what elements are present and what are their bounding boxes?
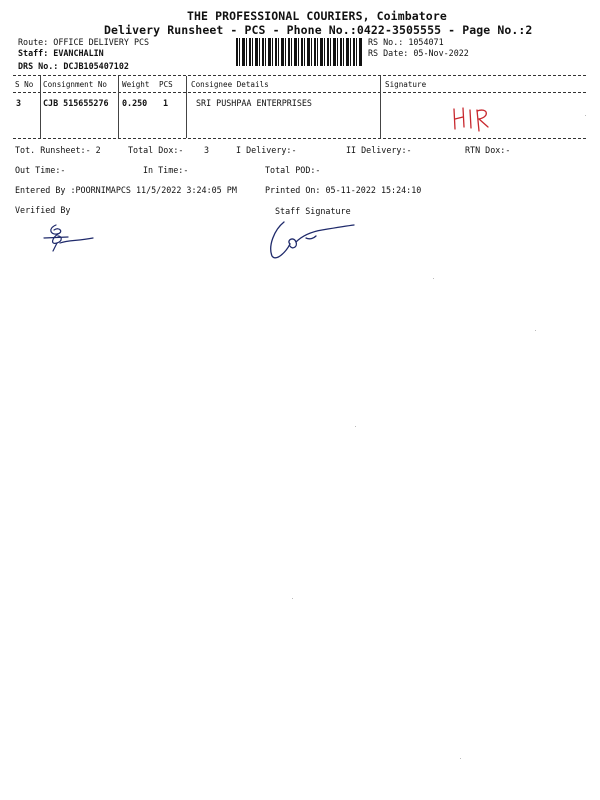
total-dox-label: Total Dox:- (128, 145, 184, 155)
row-sno: 3 (16, 98, 22, 108)
scan-speck (535, 330, 536, 331)
i-delivery: I Delivery:- (236, 145, 297, 155)
verifier-signature (38, 222, 98, 254)
company-title: THE PROFESSIONAL COURIERS, Coimbatore (187, 9, 447, 23)
rtn-dox: RTN Dox:- (465, 145, 511, 155)
table-bottom-rule (13, 138, 586, 139)
table-top-rule (13, 75, 586, 76)
scan-speck (585, 115, 586, 116)
handwritten-signature-hip (448, 104, 498, 134)
route-label: Route: OFFICE DELIVERY PCS (18, 37, 150, 47)
rs-date: RS Date: 05-Nov-2022 (368, 48, 469, 58)
col-divider (118, 76, 119, 138)
col-header-consignee: Consignee Details (191, 80, 269, 89)
row-consignee: SRI PUSHPAA ENTERPRISES (196, 98, 312, 108)
out-time: Out Time:- (15, 165, 66, 175)
scan-speck (355, 426, 356, 427)
col-divider (186, 76, 187, 138)
total-pod: Total POD:- (265, 165, 321, 175)
rs-number: RS No.: 1054071 (368, 37, 444, 47)
barcode-image (236, 38, 363, 66)
scan-speck (460, 758, 461, 759)
entered-by: Entered By :POORNIMAPCS 11/5/2022 3:24:05 PM (15, 185, 237, 195)
row-consignment: CJB 515655276 (43, 98, 109, 108)
ii-delivery: II Delivery:- (346, 145, 412, 155)
staff-signature (266, 216, 358, 262)
in-time: In Time:- (143, 165, 189, 175)
col-divider (40, 76, 41, 138)
col-header-weight: Weight (122, 80, 150, 89)
scan-speck (433, 278, 434, 279)
row-weight: 0.250 (122, 98, 148, 108)
total-runsheet: Tot. Runsheet:- 2 (15, 145, 101, 155)
staff-signature-label: Staff Signature (275, 206, 351, 216)
col-header-signature: Signature (385, 80, 427, 89)
col-header-sno: S No (15, 80, 34, 89)
col-divider (380, 76, 381, 138)
verified-by-label: Verified By (15, 205, 71, 215)
table-header-rule (13, 92, 586, 93)
row-pcs: 1 (163, 98, 169, 108)
total-dox-value: 3 (204, 145, 210, 155)
col-header-pcs: PCS (159, 80, 173, 89)
drs-number: DRS No.: DCJB105407102 (18, 61, 129, 71)
printed-on: Printed On: 05-11-2022 15:24:10 (265, 185, 422, 195)
runsheet-subtitle: Delivery Runsheet - PCS - Phone No.:0422-3505555 - Page No.:2 (104, 23, 533, 37)
col-header-consignment: Consignment No (43, 80, 108, 89)
scan-speck (292, 598, 293, 599)
staff-label: Staff: EVANCHALIN (18, 48, 104, 58)
